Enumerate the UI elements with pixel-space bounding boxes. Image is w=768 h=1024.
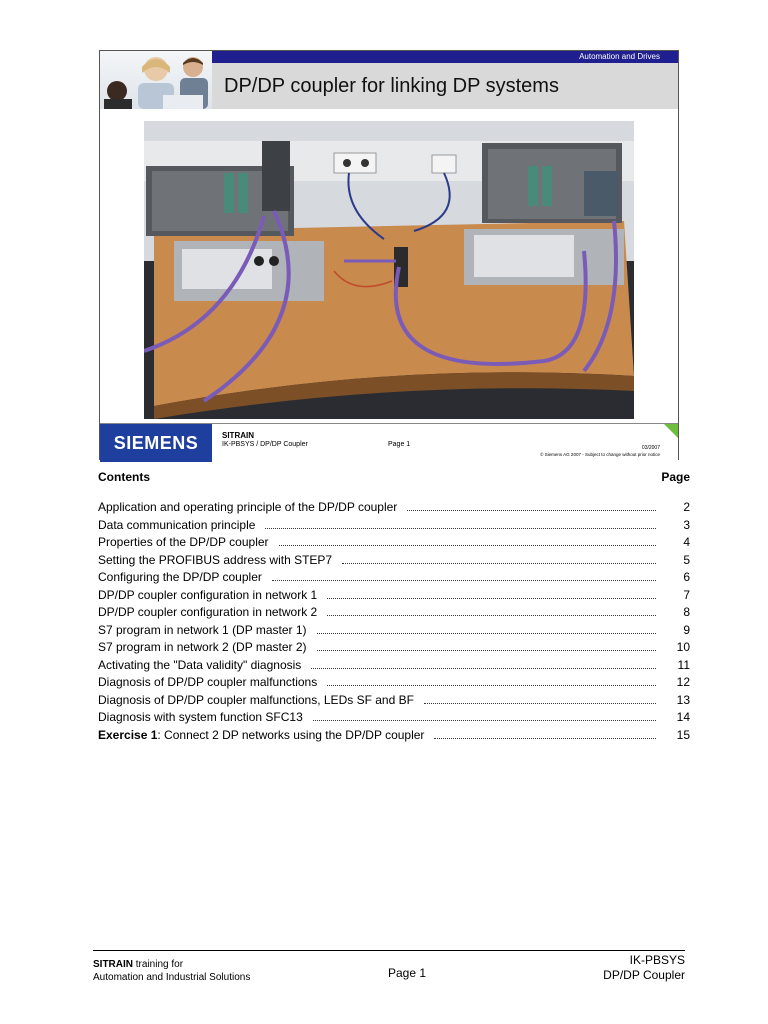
toc-entry <box>98 728 690 746</box>
toc-entry <box>98 658 690 676</box>
toc-entry-text: Data communication principle <box>98 517 256 532</box>
slide-title-bar <box>212 63 678 109</box>
toc-dot-leader <box>327 606 656 616</box>
toc-entry-page: 9 <box>683 622 690 637</box>
toc-entry-text: Setting the PROFIBUS address with STEP7 <box>98 552 333 567</box>
slide-frame <box>99 50 679 460</box>
contents-section <box>98 470 690 745</box>
toc-entry-text: Diagnosis of DP/DP coupler malfunctions, LEDs SF and BF <box>98 692 414 707</box>
footer-course-code: IK-PBSYS <box>629 953 685 967</box>
corner-triangle-icon <box>664 424 678 438</box>
slide-footer <box>100 423 678 462</box>
toc-dot-leader <box>327 589 656 599</box>
toc-entry-text: S7 program in network 1 (DP master 1) <box>98 622 307 637</box>
toc-entry <box>98 588 690 606</box>
toc-entry-page: 12 <box>676 675 690 689</box>
toc-entry-title <box>98 518 255 532</box>
slide-footer-brand: SITRAIN <box>222 431 254 440</box>
toc-dot-leader <box>313 711 656 721</box>
toc-entry-page: 14 <box>676 710 690 724</box>
toc-entry-page: 10 <box>676 640 690 654</box>
slide-footer-date: 03/2007 <box>641 445 660 451</box>
footer-brand: SITRAIN <box>93 959 133 970</box>
footer-right <box>603 953 685 983</box>
footer-left <box>93 958 250 984</box>
contents-header <box>98 470 690 492</box>
toc-entry-text: DP/DP coupler configuration in network 2 <box>98 605 318 619</box>
page-column-heading: Page <box>661 470 690 484</box>
toc-entry-page: 5 <box>683 552 690 567</box>
slide-footer-copyright: © Siemens AG 2007 - Subject to change without prior notice <box>540 452 660 457</box>
toc-entry <box>98 675 690 693</box>
toc-entry-page: 7 <box>683 587 690 602</box>
toc-entry-text: S7 program in network 2 (DP master 2) <box>98 640 307 654</box>
toc-entry-text: Properties of the DP/DP coupler <box>98 535 269 549</box>
toc-entry-page: 3 <box>683 517 690 532</box>
people-photo <box>100 51 212 109</box>
toc-entry-title <box>98 553 332 567</box>
toc-dot-leader <box>317 624 656 634</box>
toc-entry-page: 6 <box>683 570 690 584</box>
toc-entry-text: Diagnosis of DP/DP coupler malfunctions <box>98 675 318 689</box>
toc-entry-title <box>98 675 317 689</box>
slide-footer-page: Page 1 <box>388 441 411 448</box>
contents-heading: Contents <box>98 470 150 484</box>
toc-entry-title <box>98 500 397 514</box>
toc-entry <box>98 710 690 728</box>
toc-entry-title <box>98 588 317 602</box>
toc-dot-leader <box>434 729 656 739</box>
toc-entry-page: 4 <box>683 535 690 549</box>
toc-entry <box>98 693 690 711</box>
toc-dot-leader <box>265 519 656 529</box>
toc-entry-title <box>98 728 424 742</box>
toc-entry-text: DP/DP coupler configuration in network 1 <box>98 587 318 602</box>
slide-footer-course: IK-PBSYS / DP/DP Coupler <box>222 441 308 448</box>
footer-rule <box>93 950 685 951</box>
toc-entry-title <box>98 710 303 724</box>
toc-entry-text: Application and operating principle of the DP/DP coupler <box>98 500 398 514</box>
toc-entry-text: Activating the "Data validity" diagnosis <box>98 657 302 672</box>
toc-entry <box>98 500 690 518</box>
table-of-contents <box>98 500 690 745</box>
toc-dot-leader <box>424 694 656 704</box>
toc-entry <box>98 553 690 571</box>
toc-entry-title <box>98 535 269 549</box>
toc-entry-page: 2 <box>683 500 690 514</box>
footer-brand-suffix: training for <box>133 959 184 970</box>
toc-dot-leader <box>311 659 656 669</box>
toc-entry-page: 15 <box>676 727 690 742</box>
toc-dot-leader <box>279 536 656 546</box>
automation-drives-bar <box>212 51 678 63</box>
toc-dot-leader <box>342 554 656 564</box>
toc-entry-text: : Connect 2 DP networks using the DP/DP coupler <box>157 727 425 742</box>
header-tag: Automation and Drives <box>579 52 660 61</box>
footer-course-title: DP/DP Coupler <box>603 968 685 982</box>
toc-entry-page: 8 <box>683 605 690 619</box>
toc-entry-title <box>98 605 317 619</box>
toc-dot-leader <box>327 676 656 686</box>
footer-page-number: Page 1 <box>388 966 427 980</box>
toc-dot-leader <box>272 571 656 581</box>
toc-entry-text: Configuring the DP/DP coupler <box>98 570 262 584</box>
toc-entry-text: Diagnosis with system function SFC13 <box>98 710 303 724</box>
toc-entry <box>98 605 690 623</box>
toc-entry <box>98 640 690 658</box>
toc-dot-leader <box>317 641 656 651</box>
toc-entry-title <box>98 570 262 584</box>
toc-entry-prefix: Exercise 1 <box>98 727 158 742</box>
toc-entry-title <box>98 623 307 637</box>
toc-entry <box>98 518 690 536</box>
toc-entry <box>98 623 690 641</box>
toc-entry <box>98 570 690 588</box>
footer-subtitle: Automation and Industrial Solutions <box>93 972 251 983</box>
slide-title: DP/DP coupler for linking DP systems <box>224 75 559 97</box>
siemens-logo: SIEMENS <box>100 424 212 462</box>
toc-entry-title <box>98 693 414 707</box>
toc-entry <box>98 535 690 553</box>
toc-entry-title <box>98 658 301 672</box>
lab-setup-photo <box>144 121 634 419</box>
toc-entry-page: 13 <box>676 692 690 707</box>
toc-entry-title <box>98 640 307 654</box>
toc-dot-leader <box>407 501 656 511</box>
toc-entry-page: 11 <box>677 657 690 672</box>
